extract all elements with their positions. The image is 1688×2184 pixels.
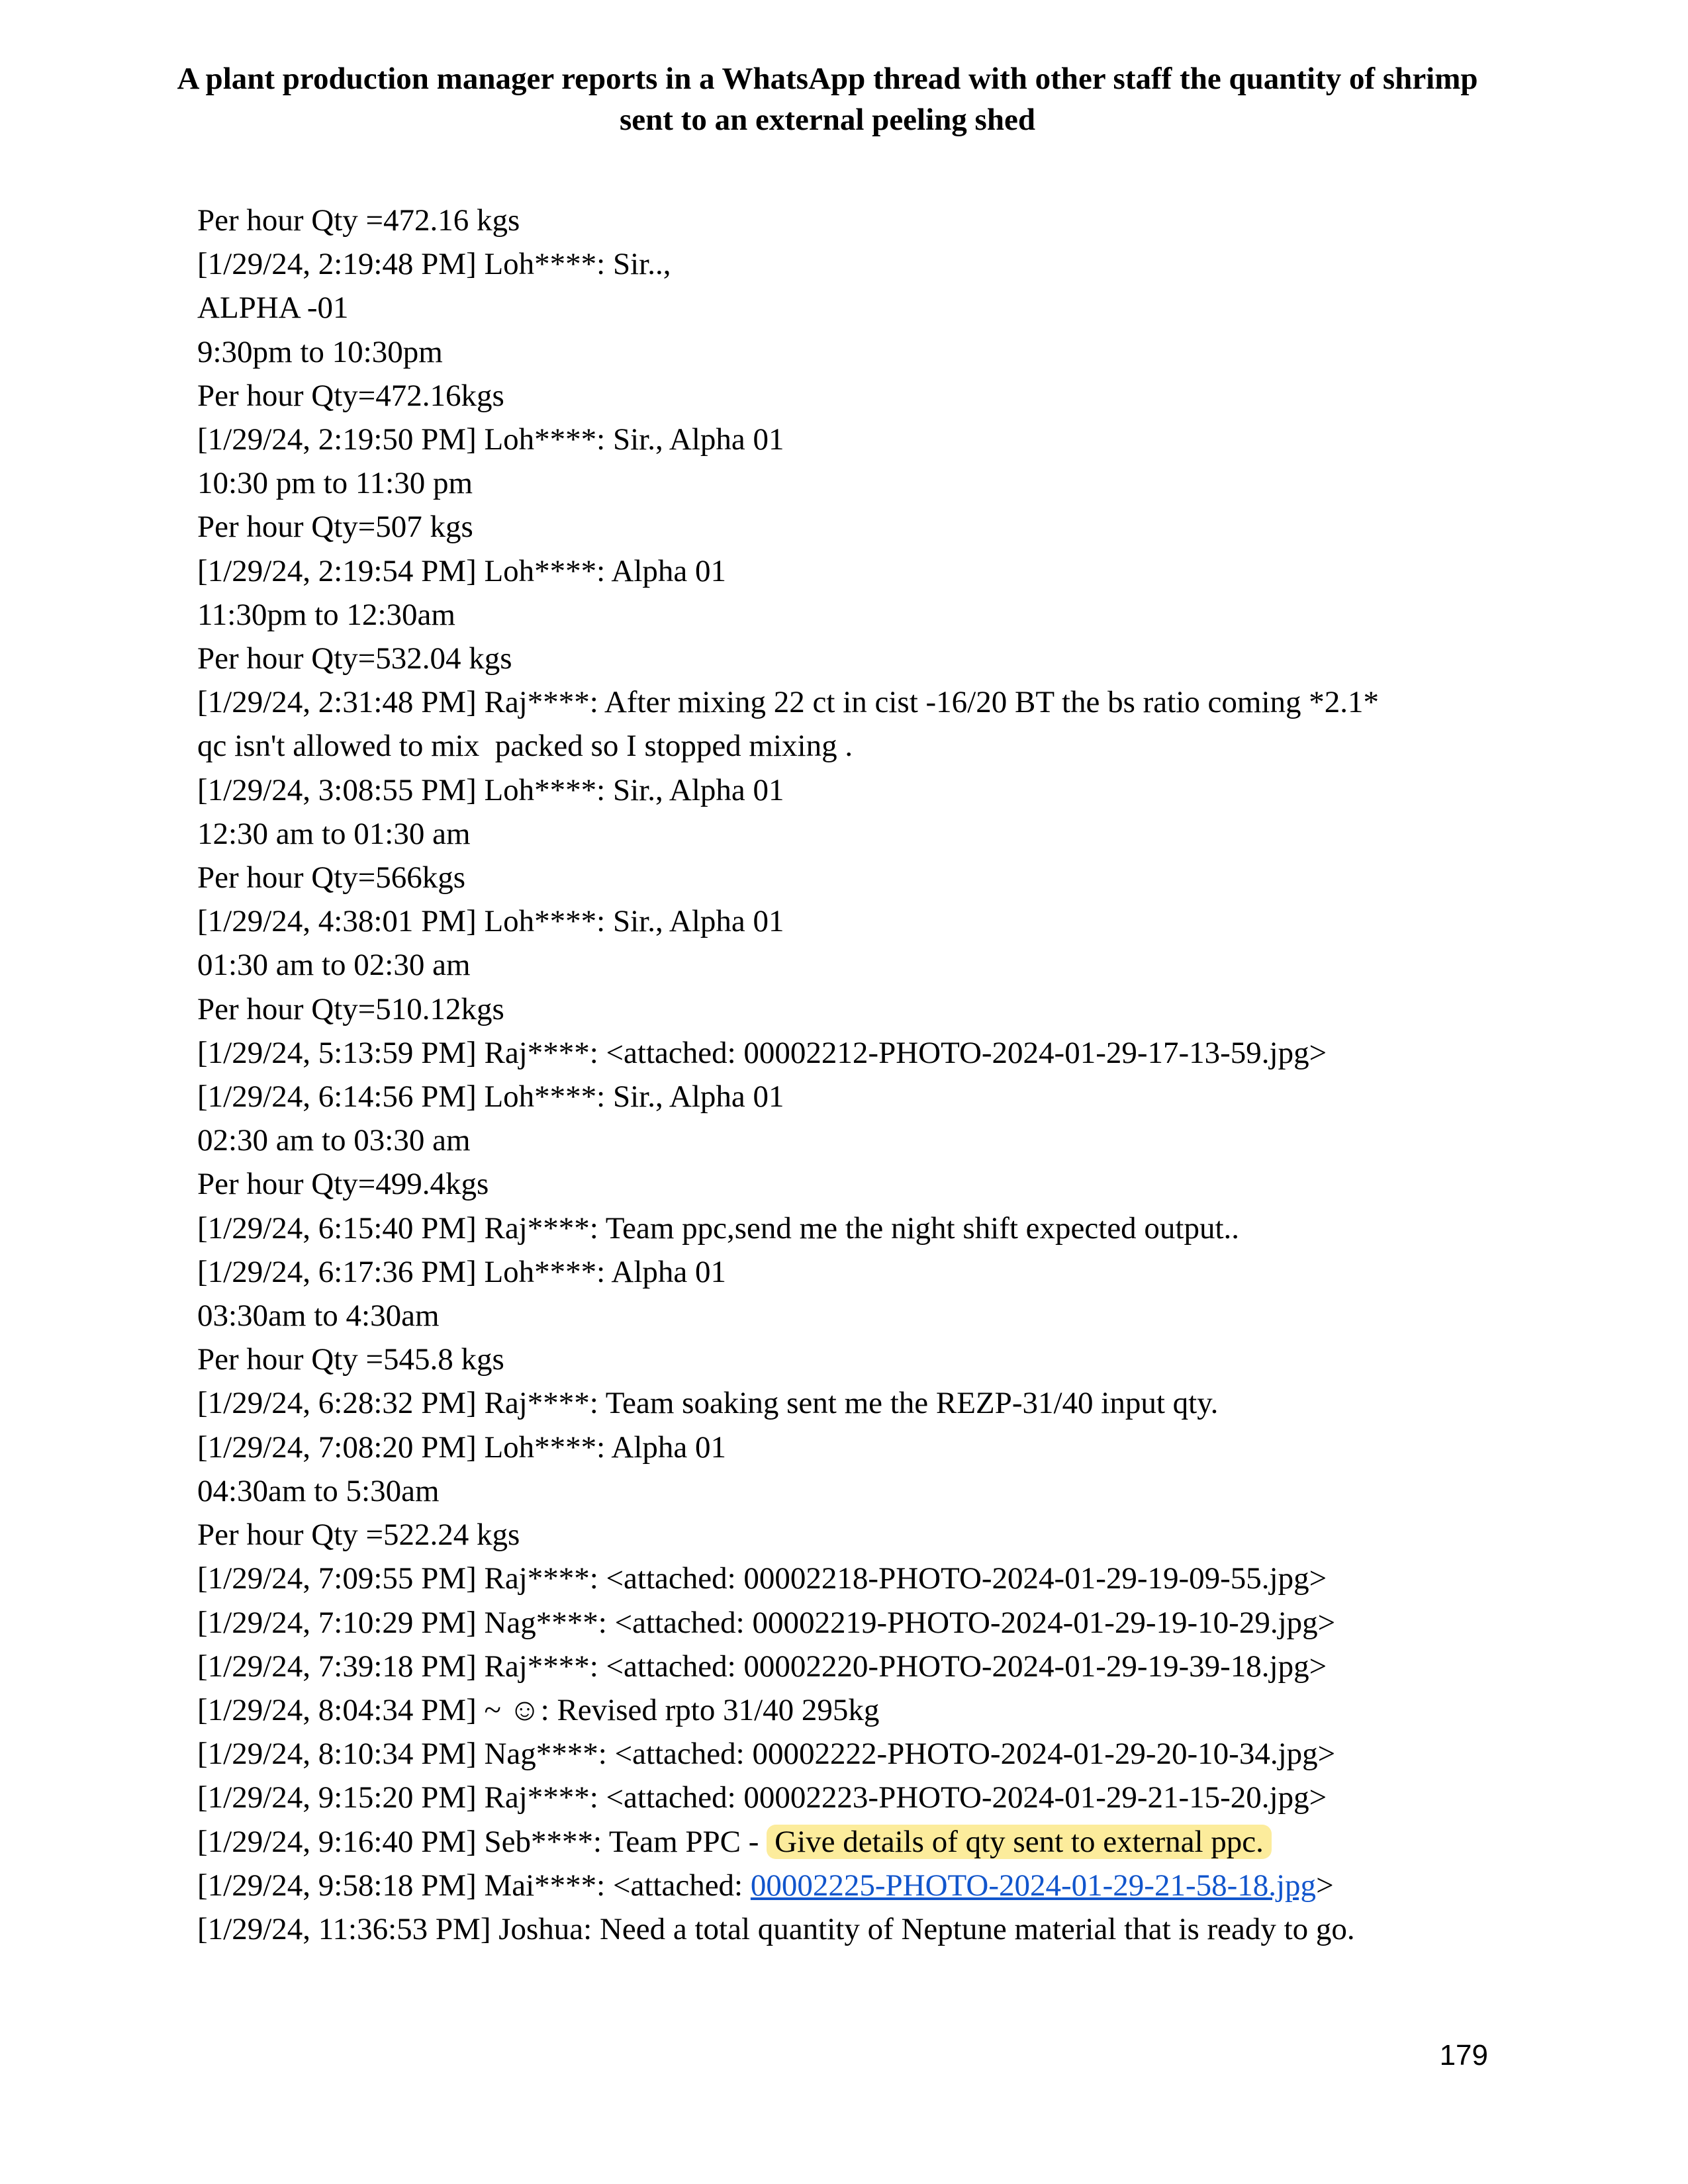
- transcript-line: [1/29/24, 4:38:01 PM] Loh****: Sir., Alpha 01: [197, 904, 784, 939]
- chat-transcript: [197, 199, 1521, 1951]
- transcript-line: [1/29/24, 2:19:54 PM] Loh****: Alpha 01: [197, 553, 726, 588]
- message-prefix: [1/29/24, 9:16:40 PM] Seb****: Team PPC -: [197, 1824, 767, 1859]
- transcript-line: [1/29/24, 2:19:50 PM] Loh****: Sir., Alpha 01: [197, 422, 784, 457]
- transcript-line: [1/29/24, 7:10:29 PM] Nag****: <attached: 00002219-PHOTO-2024-01-29-19-10-29.jpg>: [197, 1605, 1336, 1640]
- highlighted-text: Give details of qty sent to external ppc.: [767, 1825, 1272, 1859]
- message-prefix: [1/29/24, 9:58:18 PM] Mai****: <attached:: [197, 1868, 751, 1903]
- transcript-line: ALPHA -01: [197, 291, 349, 326]
- transcript-line: [1/29/24, 6:28:32 PM] Raj****: Team soaking sent me the REZP-31/40 input qty.: [197, 1386, 1219, 1421]
- transcript-line: Per hour Qty=499.4kgs: [197, 1167, 489, 1202]
- transcript-line: qc isn't allowed to mix packed so I stopped mixing .: [197, 729, 853, 764]
- transcript-line: Per hour Qty =472.16 kgs: [197, 203, 520, 238]
- transcript-line: [1/29/24, 2:31:48 PM] Raj****: After mixing 22 ct in cist -16/20 BT the bs ratio coming *2.1*: [197, 685, 1380, 720]
- transcript-line: [1/29/24, 7:09:55 PM] Raj****: <attached: 00002218-PHOTO-2024-01-29-19-09-55.jpg>: [197, 1561, 1327, 1596]
- page-number: 179: [1439, 2039, 1488, 2071]
- message-suffix: >: [1316, 1868, 1334, 1903]
- transcript-line: [1/29/24, 8:10:34 PM] Nag****: <attached: 00002222-PHOTO-2024-01-29-20-10-34.jpg>: [197, 1737, 1336, 1772]
- transcript-lines: [197, 199, 1521, 1820]
- transcript-line: [1/29/24, 7:08:20 PM] Loh****: Alpha 01: [197, 1430, 726, 1465]
- transcript-line: Per hour Qty =545.8 kgs: [197, 1342, 504, 1377]
- transcript-line: [1/29/24, 7:39:18 PM] Raj****: <attached: 00002220-PHOTO-2024-01-29-19-39-18.jpg>: [197, 1649, 1327, 1684]
- transcript-line: 9:30pm to 10:30pm: [197, 334, 443, 369]
- transcript-line: 11:30pm to 12:30am: [197, 597, 455, 632]
- transcript-line: Per hour Qty=532.04 kgs: [197, 641, 512, 676]
- transcript-line: [1/29/24, 6:17:36 PM] Loh****: Alpha 01: [197, 1254, 726, 1289]
- highlighted-message: [197, 1820, 1521, 1864]
- transcript-line: [1/29/24, 6:15:40 PM] Raj****: Team ppc,send me the night shift expected output..: [197, 1210, 1240, 1246]
- transcript-line: 01:30 am to 02:30 am: [197, 948, 471, 983]
- transcript-line: [1/29/24, 2:19:48 PM] Loh****: Sir..,: [197, 247, 671, 282]
- page-title: A plant production manager reports in a WhatsApp thread with other staff the quantity of shrimp sent to an external peeling shed: [177, 62, 1478, 137]
- transcript-line: Per hour Qty=510.12kgs: [197, 991, 504, 1026]
- transcript-line: [1/29/24, 6:14:56 PM] Loh****: Sir., Alpha 01: [197, 1079, 784, 1115]
- transcript-line: [1/29/24, 8:04:34 PM] ~ ☺: Revised rpto 31/40 295kg: [197, 1692, 880, 1727]
- transcript-line: [1/29/24, 9:15:20 PM] Raj****: <attached: 00002223-PHOTO-2024-01-29-21-15-20.jpg>: [197, 1780, 1327, 1815]
- transcript-line: [1/29/24, 5:13:59 PM] Raj****: <attached: 00002212-PHOTO-2024-01-29-17-13-59.jpg>: [197, 1035, 1327, 1070]
- transcript-line: 03:30am to 4:30am: [197, 1298, 440, 1334]
- transcript-line: Per hour Qty=507 kgs: [197, 510, 473, 545]
- transcript-line: Per hour Qty=566kgs: [197, 860, 466, 895]
- transcript-line: 02:30 am to 03:30 am: [197, 1123, 471, 1158]
- transcript-line: 10:30 pm to 11:30 pm: [197, 466, 473, 501]
- attachment-link[interactable]: 00002225-PHOTO-2024-01-29-21-58-18.jpg: [750, 1868, 1317, 1903]
- transcript-line: Per hour Qty=472.16kgs: [197, 378, 504, 413]
- transcript-line: Per hour Qty =522.24 kgs: [197, 1518, 520, 1553]
- attachment-message: [197, 1864, 1521, 1907]
- transcript-line: [1/29/24, 3:08:55 PM] Loh****: Sir., Alpha 01: [197, 772, 784, 807]
- last-message: [1/29/24, 11:36:53 PM] Joshua: Need a total quantity of Neptune material that is ready to go.: [197, 1911, 1355, 1946]
- transcript-line: 04:30am to 5:30am: [197, 1473, 440, 1508]
- transcript-line: 12:30 am to 01:30 am: [197, 816, 471, 851]
